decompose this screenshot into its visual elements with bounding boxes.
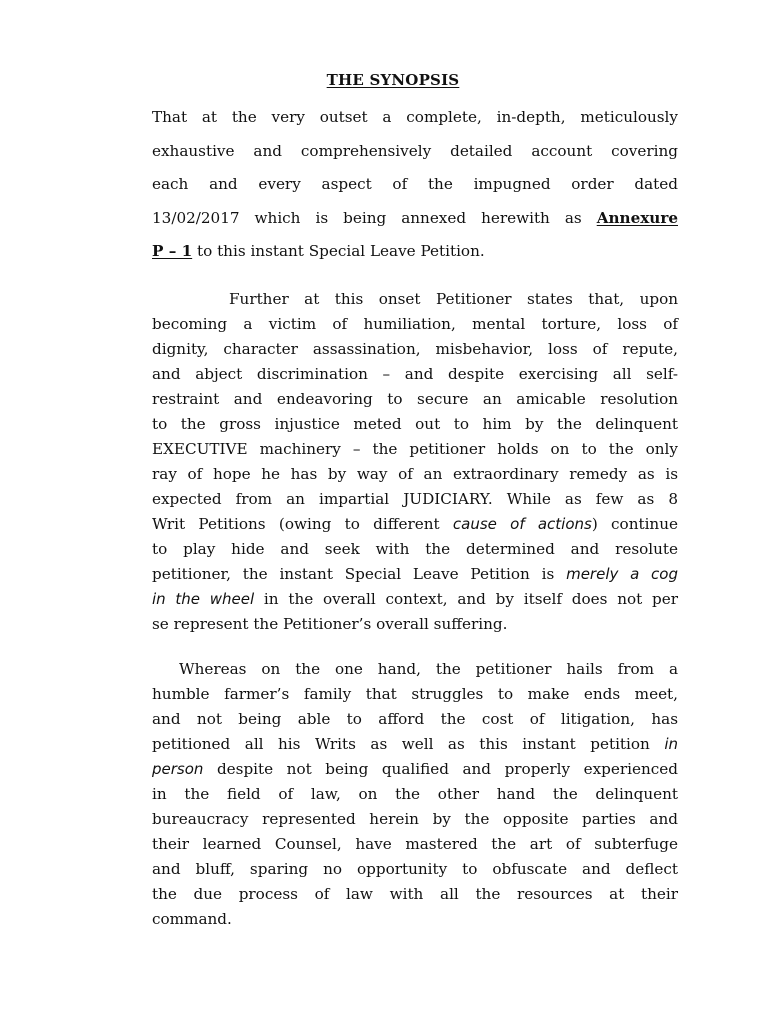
paragraph-whereas [152, 657, 678, 932]
text-segment: petitioned all his Writs as well as this instant petition [152, 735, 665, 753]
text-segment: petitioner, the instant Special Leave Petition is [152, 565, 567, 583]
text-line: the due process of law with all the resources at their [152, 885, 678, 903]
text-line: command. [152, 910, 232, 928]
italic-text: in the wheel [152, 590, 255, 608]
text-line [152, 757, 678, 782]
paragraph-onset [152, 287, 678, 637]
text-line: EXECUTIVE machinery – the petitioner holds on to the only [152, 440, 678, 458]
text-segment: 13/02/2017 which is being annexed herewith as [152, 208, 597, 227]
italic-text: in [664, 735, 678, 753]
annexure-reference: P – 1 [152, 242, 193, 260]
italic-text: person [152, 760, 204, 778]
text-line: expected from an impartial JUDICIARY. While as few as 8 [152, 490, 678, 508]
text-segment: to this instant Special Leave Petition. [192, 242, 485, 260]
text-line [152, 587, 678, 612]
text-line: bureaucracy represented herein by the opposite parties and [152, 810, 678, 828]
text-line [152, 562, 678, 587]
annexure-label: Annexure [596, 208, 678, 227]
text-line: se represent the Petitioner’s overall suffering. [152, 615, 508, 633]
text-line: and not being able to afford the cost of litigation, has [152, 710, 678, 728]
text-line: humble farmer’s family that struggles to make ends meet, [152, 685, 678, 703]
text-line: ray of hope he has by way of an extraordinary remedy as is [152, 465, 678, 483]
text-line [152, 732, 678, 757]
text-segment: in the overall context, and by itself does not per [254, 590, 678, 608]
text-line: and bluff, sparing no opportunity to obfuscate and deflect [152, 860, 678, 878]
text-line: in the field of law, on the other hand the delinquent [152, 785, 678, 803]
text-line [152, 202, 678, 236]
text-line: Further at this onset Petitioner states that, upon [229, 290, 678, 308]
text-line: Whereas on the one hand, the petitioner hails from a [179, 660, 678, 678]
document-title: THE SYNOPSIS [326, 71, 460, 89]
text-line: becoming a victim of humiliation, mental torture, loss of [152, 315, 678, 333]
text-line: and abject discrimination – and despite exercising all self- [152, 365, 678, 383]
text-line: restraint and endeavoring to secure an amicable resolution [152, 390, 678, 408]
text-line: to the gross injustice meted out to him by the delinquent [152, 415, 678, 433]
paragraph-intro [152, 101, 678, 269]
text-line: dignity, character assassination, misbehavior, loss of repute, [152, 340, 678, 358]
text-segment: despite not being qualified and properly experienced [203, 760, 678, 778]
text-line: That at the very outset a complete, in-depth, meticulously [152, 108, 678, 126]
text-line [152, 235, 678, 269]
text-line: their learned Counsel, have mastered the art of subterfuge [152, 835, 678, 853]
text-segment: Writ Petitions (owing to different [152, 515, 453, 533]
text-line [152, 512, 678, 537]
text-segment: ) continue [591, 515, 678, 533]
italic-text: merely a cog [566, 565, 678, 583]
text-line: to play hide and seek with the determined and resolute [152, 540, 678, 558]
italic-text: cause of actions [452, 515, 592, 533]
text-line: exhaustive and comprehensively detailed account covering [152, 141, 678, 160]
text-line: each and every aspect of the impugned order dated [152, 175, 678, 193]
